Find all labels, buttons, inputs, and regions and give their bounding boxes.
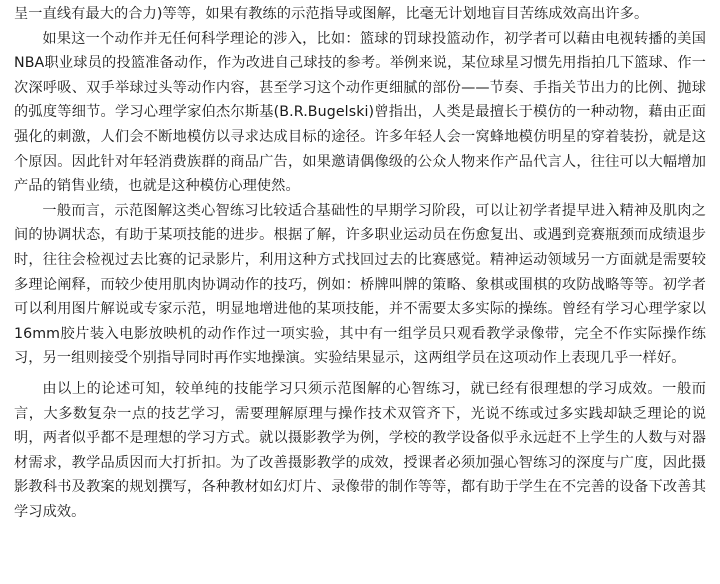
- article-paragraph-4: 由以上的论述可知，较单纯的技能学习只须示范图解的心智练习，就已经有很理想的学习成效。一般而言，大多数复杂一点的技艺学习，需要理解原理与操作技术双管齐下，光说不练或过多实践却缺乏理论的说明，两者似乎都不是理想的学习方式。就以摄影教学为例，学校的教学设备似乎永远赶不上学生的人数与对器材需求，教学品质因而大打折扣。为了改善摄影教学的成效，授课者必须加强心智练习的深度与广度，因此摄影教科书及教案的规划撰写，各种教材如幻灯片、录像带的制作等等，都有助于学生在不完善的设备下改善其学习成效。: [14, 380, 706, 520]
- article-paragraph-1: 呈一直线有最大的合力)等等，如果有教练的示范指导或图解，比毫无计划地盲目苦练成效高出许多。: [14, 6, 649, 22]
- article-paragraph-2: 如果这一个动作并无任何科学理论的涉入，比如：篮球的罚球投篮动作，初学者可以藉由电视转播的美国NBA职业球员的投篮准备动作，作为改进自己球技的参考。举例来说，某位球星习惯先用指拍几下篮球、作一次深呼吸、双手举球过头等动作内容，甚至学习这个动作更细腻的部份——节奏、手指关节出力的比例、抛球的弧度等细节。学习心理学家伯杰尔斯基(B.R.Bugelski)曾指出，人类是最擅长于模仿的一种动物，藉由正面强化的刺激，人们会不断地模仿以寻求达成目标的途径。许多年轻人会一窝蜂地模仿明星的穿着装扮，就是这个原因。因此针对年轻消费族群的商品广告，如果邀请偶像级的公众人物来作产品代言人，往往可以大幅增加产品的销售业绩，也就是这种模仿心理使然。: [14, 30, 706, 195]
- article-paragraph-3: 一般而言，示范图解这类心智练习比较适合基础性的早期学习阶段，可以让初学者提早进入精神及肌肉之间的协调状态，有助于某项技能的进步。根据了解，许多职业运动员在伤愈复出、或遇到竞赛瓶颈而成绩退步时，往往会检视过去比赛的记录影片，利用这种方式找回过去的比赛感觉。精神运动领域另一方面就是需要较多理论阐释，而较少使用肌肉协调动作的技巧，例如：桥牌叫牌的策略、象棋或围棋的攻防战略等等。初学者可以利用图片解说或专家示范，明显地增进他的某项技能，并不需要太多实际的操练。曾经有学习心理学家以16mm胶片装入电影放映机的动作作过一项实验，其中有一组学员只观看教学录像带，完全不作实际操作练习，另一组则接受个别指导同时再作实地操演。实验结果显示，这两组学员在这项动作上表现几乎一样好。: [14, 202, 706, 367]
